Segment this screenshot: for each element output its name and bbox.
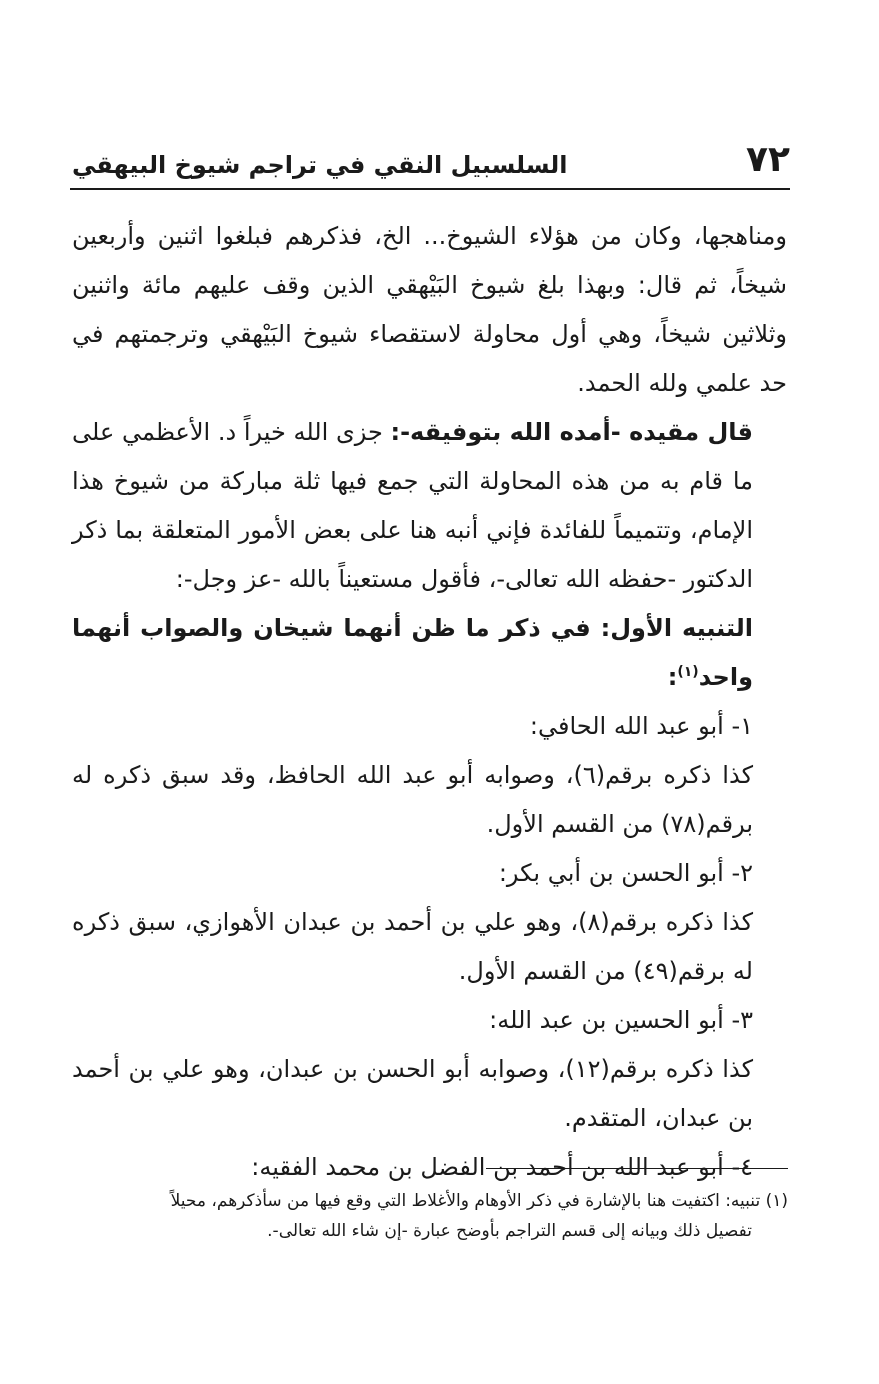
header-rule — [70, 188, 790, 190]
item-2-text: كذا ذكره برقم(٨)، وهو علي بن أحمد بن عبدان الأهوازي، سبق ذكره له برقم(٤٩) من القسم الأول. — [72, 908, 753, 985]
footnote-line-2: تفصيل ذلك وبيانه إلى قسم التراجم بأوضح عبارة -إن شاء الله تعالى-. — [267, 1221, 752, 1241]
page-header — [70, 136, 790, 188]
page-number: ٧٢ — [746, 139, 790, 180]
item-2-title: ٢- أبو الحسن بن أبي بكر: — [498, 859, 753, 887]
footnote-rule — [486, 1168, 788, 1169]
paragraph-comment — [72, 408, 787, 604]
item-3-text: كذا ذكره برقم(١٢)، وصوابه أبو الحسن بن عبدان، وهو علي بن أحمد بن عبدان، المتقدم. — [72, 1055, 753, 1132]
item-1-text: كذا ذكره برقم(٦)، وصوابه أبو عبد الله الحافظ، وقد سبق ذكره له برقم(٧٨) من القسم الأول. — [72, 761, 753, 838]
footnote-marker: (١) — [677, 664, 699, 680]
footnotes — [80, 1186, 788, 1246]
section-heading-colon: : — [667, 663, 678, 691]
item-1-title: ١- أبو عبد الله الحافي: — [529, 712, 753, 740]
item-3-title: ٣- أبو الحسين بن عبد الله: — [489, 1006, 753, 1034]
author-note-text: جزى الله خيراً د. الأعظمي على ما قام به من هذه المحاولة التي جمع فيها ثلة مباركة من شيوخ هذا الإمام، وتتميماً للفائدة فإني أنبه هنا على بعض الأمور المتعلقة بما ذكر الدكتور -حفظه الله تعالى-، فأقول مستعيناً بالله -عز وجل-: — [72, 418, 753, 593]
running-title: السلسبيل النقي في تراجم شيوخ البيهقي — [72, 151, 568, 179]
section-heading-text: التنبيه الأول: في ذكر ما ظن أنهما شيخان والصواب أنهما واحد — [72, 614, 753, 691]
section-heading — [72, 604, 787, 702]
body-text — [72, 212, 787, 1192]
author-note-label: قال مقيده -أمده الله بتوفيقه-: — [390, 418, 753, 446]
item-4-title: ٤- أبو عبد الله بن أحمد بن الفضل بن محمد الفقيه: — [251, 1153, 753, 1181]
footnote-line-1: (١) تنبيه: اكتفيت هنا بالإشارة في ذكر الأوهام والأغلاط التي وقع فيها من سأذكرهم، محيلاً — [170, 1191, 788, 1211]
paragraph-intro: ومناهجها، وكان من هؤلاء الشيوخ... الخ، فذكرهم فبلغوا اثنين وأربعين شيخاً، ثم قال: وبهذا بلغ شيوخ البَيْهقي الذين وقف عليهم مائة واثنين وثلاثين شيخاً، وهي أول محاولة لاستقصاء شيوخ البَيْهقي وترجمتهم في حد علمي ولله الحمد. — [72, 222, 787, 397]
